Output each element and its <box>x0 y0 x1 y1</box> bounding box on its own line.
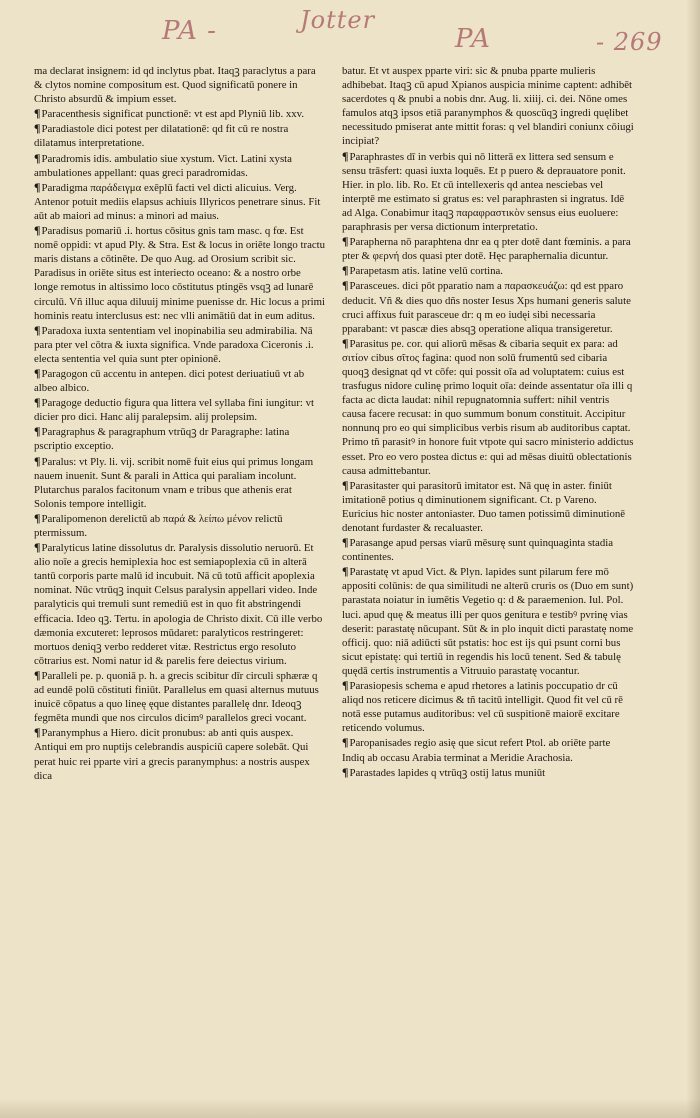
dictionary-entry: ¶ Paradoxa iuxta sententiam vel inopinabilia seu admirabilia. Nā para pter vel cōtra & iuxta significa. Vnde paradoxa Ciceronis .i. electa sententia vel quia sunt pter opinionē. <box>34 323 326 366</box>
dictionary-entry: ¶ Paradigma παράδειγμα exēplū facti vel dicti alicuius. Verg. Antenor potuit mediis elapsus achiuis Illyricos penetrare sinus. Fit aūt ab maiori ad minus: a minori ad maius. <box>34 180 326 223</box>
dictionary-entry: ¶ Parastades lapides q vtrūqꝫ ostij latus muniūt <box>342 765 634 780</box>
dictionary-entry: ¶ Paragogon cū accentu in antepen. dici potest deriuatiuū vt ab albeo albico. <box>34 366 326 395</box>
dictionary-entry: ¶ Paralus: vt Ply. li. vij. scribit nomē fuit eius qui primus longam nauem inuenit. Sunt & parali in Attica qui paraliam incolunt. Plutarchus paralos facitonum vnam e tribus que athenis erat Solonis tempore intelligit. <box>34 454 326 511</box>
right-text-column <box>342 64 634 780</box>
dictionary-entry: ¶ Parastatę vt apud Vict. & Plyn. lapides sunt pilarum fere mō appositi colūnis: de qua similitudi ne alterū cruris os (Duo em sunt) parastata noiatur in iumētis Vegetio q: d & paraemenion. Iul. Pol. luci. apud quę & meatus illi per quos genitura e testibꝰ pvrinę vias deserit: parastatę nūcupant. Sūt & in plo inquit dicti parastatę nome officij. quo: niā adiūcti sūt pstatis: hoc est ijs qui psunt corni bus sicut epistatę: qui tertiū in regendis his locū tenent. Sed & tabulę quędā certis instrumentis a Vitruuio parastatę vocantur. <box>342 564 634 678</box>
dictionary-entry: ¶ Paranymphus a Hiero. dicit pronubus: ab anti quis auspex. Antiqui em pro nuptijs celebrandis auspiciū capere solebāt. Qui perat huic rei pparte viri a grecis paranymphus: a nostris auspex dica <box>34 725 326 782</box>
handwritten-mark: Jotter <box>300 6 376 34</box>
dictionary-entry: ¶ Paradromis idis. ambulatio siue xystum. Vict. Latini xysta ambulationes appellant: quas greci paradromidas. <box>34 151 326 180</box>
dictionary-entry: ¶ Parasange apud persas viarū mēsurę sunt quinquaginta stadia continentes. <box>342 535 634 564</box>
page-edge-shadow <box>686 0 700 1118</box>
dictionary-entry: ¶ Paracenthesis significat punctionē: vt est apd Plyniū lib. xxv. <box>34 106 326 121</box>
dictionary-entry: ¶ Paralleli pe. p. quoniā p. h. a grecis scibitur dīr circuli sphæræ q ad eundē polū cōstituti finiūt. Parallelus em quasi alternus mutuus inuicē cōpatus a quo lineę ęque distantes parallelę dnr. Ideoqꝫ fegmēta mundi que nos circulos dicimꝰ parallelos greci vocant. <box>34 668 326 725</box>
dictionary-entry: batur. Et vt auspex pparte viri: sic & pnuba pparte mulieris adhibebat. Itaqꝫ cū apud Xpianos auspicia minime captent: adhibēt sacerdotes q & pnubi a nobis dnr. Aug. li. xiiij. ci. dei. Nōne omes famulos atqꝫ ipsos etiā paranymphos & quoscūqꝫ ingredi quęlibet necessitudo pmiserat ante mittit foras: q vel blandiri coniunx cōiugi incipiat? <box>342 65 634 148</box>
folio-number: - 269 <box>596 28 663 56</box>
dictionary-entry: ¶ Parapetasm atis. latine velū cortina. <box>342 263 634 278</box>
dictionary-entry: ¶ Paradisus pomariū .i. hortus cōsitus gnis tam masc. q fœ. Est nomē oppidi: vt apud Ply. & Stra. Est & locus in oriēte longo tractu maris distans a cōtinēte. De quo Aug. ad Orosium scribit sic. Paradisus in oriēte situs est interiecto oceano: & a nostro orbe longe remotus in altissimo loco cōstitutus ptingēs vsqꝫ ad lunarē circulū. Vñ illuc aqua diluuij minime puenisse dr. Hic locus a primi hominis reatu interclusus est: nec vlli animātiū dat in eum aditus. <box>34 223 326 323</box>
dictionary-entry: ¶ Paraphrastes dī in verbis qui nō litterā ex littera sed sensum e sensu trāsfert: quasi iuxta loquēs. Et p puero & deprauatore ponit. Hier. in plo. lib. Ro. Et cū intellexeris qd antea nesciebas vel interptē me estimato si gratus es: vel paraphrasten si ingratus. Idē ad Alga. Conabimur itaqꝫ παραφραστικὸν sensus eius euoluere: paraphrasis per versa dictionum interpretatio. <box>342 149 634 235</box>
dictionary-entry: ¶ Paralipomenon derelictū ab παρά & λείπω μένον relictū ptermissum. <box>34 511 326 540</box>
left-text-column <box>34 64 326 783</box>
dictionary-entry: ¶ Parasitaster qui parasitorū imitator est. Nā quę in aster. finiūt imitationē potius q diminutionem significant. Ct. p Vareno. Euricius hic noster antoniaster. Duo tamen potissimū diminutionē denotant furdaster & recaluaster. <box>342 478 634 535</box>
page-header <box>0 6 700 60</box>
dictionary-entry: ¶ Parasceues. dici pōt pparatio nam a παρασκευάζω: qd est pparo deducit. Vñ & dies quo dñs noster Iesus Xps humani generis salute cruci affixus fuit parasceue dr: q m eo iudęi sibi necessaria pparabant: vt pascæ dies absqꝫ operatione aliqua transigeretur. <box>342 278 634 335</box>
dictionary-entry: ¶ Parasiopesis schema e apud rhetores a latinis poccupatio dr cū aliqd nos reticere dicimus & tñ tacitū intelligit. Quod fit vel cū rē notā esse putamus auditoribus: vel cū suspitionē maiorē excitare reticendo volumus. <box>342 678 634 735</box>
dictionary-entry: ¶ Parasitus pe. cor. qui aliorū mēsas & cibaria sequit ex para: ad σιτίον cibus σῖτος fagina: quod non solū frumentū sed cibaria quoqꝫ designat qd vt cōfe: qui possit oīa ad voluptatem: cuius est trasfugus nidore culinę primo loquit oīa: deinde assentatur oīa illi q facta ac dicta laudat: nihil repugnatomnia suffert: nihil ventris causa facere recusat: in quo summum bonum constituit. Accipitur nonnunq pro eo qui simplicibus verbis risum ab auditoribus captat. Primo tñ parasitꝰ in honore fuit vtpote qui sacro ministerio addictus esset. Pro eo vero postea dictus e: qui ad mēsas diuitū oblectationis causa admittebantur. <box>342 336 634 478</box>
dictionary-entry: ma declarat insignem: id qd inclytus pbat. Itaqꝫ paraclytus a para & clytos nomine compositum est. Quod significatū ponere in Christo absurdū & impium esset. <box>34 65 316 106</box>
dictionary-entry: ¶ Paragoge deductio figura qua littera vel syllaba fini iungitur: vt dicier pro dici. Hanc alij paralepsim. alij prolepsim. <box>34 395 326 424</box>
dictionary-entry: ¶ Paradiastole dici potest per dilatationē: qd fit cū re nostra dilatamus interpretatione. <box>34 121 326 150</box>
dictionary-entry: ¶ Parapherna nō paraphtena dnr ea q pter dotē dant fœminis. a para pter & φερνή dos quasi pter dotē. Hęc paraphernalia dicuntur. <box>342 234 634 263</box>
page-bottom-shadow <box>0 1098 700 1118</box>
dictionary-entry: ¶ Paragraphus & paragraphum vtrūqꝫ dr Paragraphe: latina pscriptio exceptio. <box>34 424 326 453</box>
handwritten-mark: PA <box>455 24 491 54</box>
dictionary-entry: ¶ Paropanisades regio asię que sicut refert Ptol. ab oriēte parte Indiq ab occasu Arabia terminat a Meridie Arachosia. <box>342 735 634 764</box>
handwritten-mark: PA - <box>162 16 217 46</box>
dictionary-entry: ¶ Paralyticus latine dissolutus dr. Paralysis dissolutio neruorū. Et alio noīe a grecis hemiplexia hoc est semiapoplexia cū in alterā tantū corporis parte malū id incubuit. Nā cū totū afficit apoplexia nominat. Nūc vtrūqꝫ inquit Celsus paralysin appellari video. Inde paralyticis qui tremuli sunt remediū est in quo fit abstringendi efficacia. Ideo qꝫ. Tertu. in apologia de Christo dixit. Cū ille verbo dæmonia excuteret: leprosos mūdaret: paralyticos restringeret: mortuos deniqꝫ verbo redderet vitæ. Restrictus ergo resoluto cōtrarius est. Nomi natur id & parelis fere deiectus virium. <box>34 540 326 668</box>
